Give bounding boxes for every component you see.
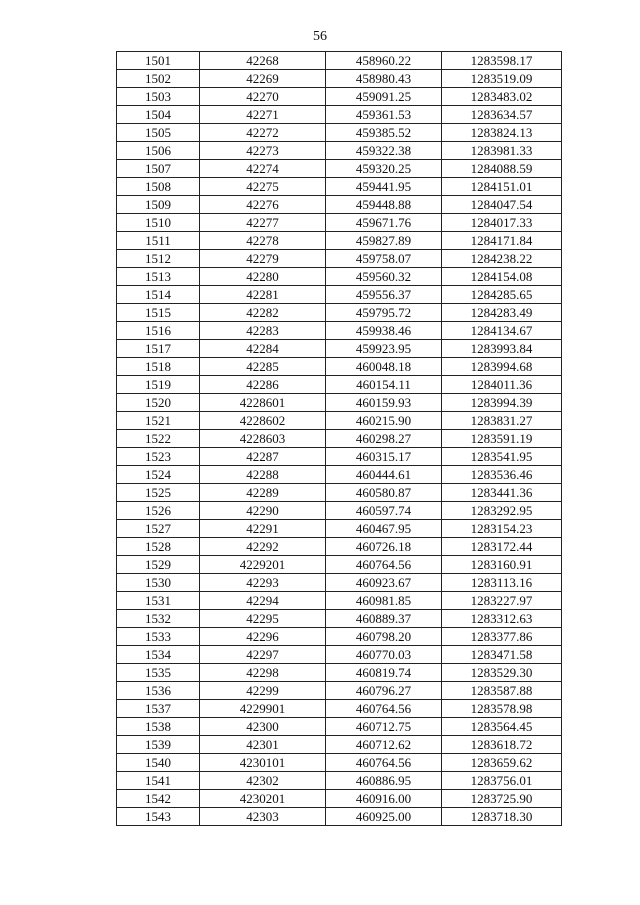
table-row: [117, 214, 562, 232]
point-id-cell: 4228603: [200, 430, 326, 448]
x-coordinate-cell: 460981.85: [326, 592, 442, 610]
table-row: [117, 124, 562, 142]
point-id-cell: 42298: [200, 664, 326, 682]
x-coordinate-cell: 459385.52: [326, 124, 442, 142]
row-index-cell: 1535: [117, 664, 200, 682]
table-row: [117, 646, 562, 664]
x-coordinate-cell: 460712.75: [326, 718, 442, 736]
x-coordinate-cell: 460315.17: [326, 448, 442, 466]
table-row: [117, 340, 562, 358]
x-coordinate-cell: 459938.46: [326, 322, 442, 340]
point-id-cell: 42279: [200, 250, 326, 268]
point-id-cell: 42273: [200, 142, 326, 160]
table-row: [117, 394, 562, 412]
y-coordinate-cell: 1283634.57: [442, 106, 562, 124]
x-coordinate-cell: 460712.62: [326, 736, 442, 754]
row-index-cell: 1516: [117, 322, 200, 340]
table-row: [117, 286, 562, 304]
point-id-cell: 42284: [200, 340, 326, 358]
row-index-cell: 1533: [117, 628, 200, 646]
row-index-cell: 1507: [117, 160, 200, 178]
row-index-cell: 1501: [117, 52, 200, 70]
x-coordinate-cell: 460764.56: [326, 556, 442, 574]
point-id-cell: 42280: [200, 268, 326, 286]
point-id-cell: 42268: [200, 52, 326, 70]
y-coordinate-cell: 1284047.54: [442, 196, 562, 214]
y-coordinate-cell: 1284171.84: [442, 232, 562, 250]
x-coordinate-cell: 458980.43: [326, 70, 442, 88]
point-id-cell: 42270: [200, 88, 326, 106]
point-id-cell: 42302: [200, 772, 326, 790]
y-coordinate-cell: 1283618.72: [442, 736, 562, 754]
x-coordinate-cell: 459556.37: [326, 286, 442, 304]
x-coordinate-cell: 459091.25: [326, 88, 442, 106]
point-id-cell: 42292: [200, 538, 326, 556]
y-coordinate-cell: 1283160.91: [442, 556, 562, 574]
point-id-cell: 42272: [200, 124, 326, 142]
row-index-cell: 1505: [117, 124, 200, 142]
row-index-cell: 1536: [117, 682, 200, 700]
table-row: [117, 808, 562, 826]
x-coordinate-cell: 459322.38: [326, 142, 442, 160]
x-coordinate-cell: 460796.27: [326, 682, 442, 700]
point-id-cell: 4230101: [200, 754, 326, 772]
table-row: [117, 412, 562, 430]
y-coordinate-cell: 1283292.95: [442, 502, 562, 520]
x-coordinate-cell: 460764.56: [326, 754, 442, 772]
row-index-cell: 1523: [117, 448, 200, 466]
x-coordinate-cell: 459795.72: [326, 304, 442, 322]
x-coordinate-cell: 460444.61: [326, 466, 442, 484]
x-coordinate-cell: 460726.18: [326, 538, 442, 556]
table-row: [117, 268, 562, 286]
table-row: [117, 376, 562, 394]
point-id-cell: 42287: [200, 448, 326, 466]
y-coordinate-cell: 1284154.08: [442, 268, 562, 286]
point-id-cell: 42283: [200, 322, 326, 340]
row-index-cell: 1502: [117, 70, 200, 88]
point-id-cell: 42297: [200, 646, 326, 664]
y-coordinate-cell: 1283725.90: [442, 790, 562, 808]
row-index-cell: 1531: [117, 592, 200, 610]
table-row: [117, 52, 562, 70]
page-number: 56: [313, 29, 327, 44]
y-coordinate-cell: 1283587.88: [442, 682, 562, 700]
row-index-cell: 1511: [117, 232, 200, 250]
row-index-cell: 1517: [117, 340, 200, 358]
y-coordinate-cell: 1283441.36: [442, 484, 562, 502]
y-coordinate-cell: 1283529.30: [442, 664, 562, 682]
row-index-cell: 1515: [117, 304, 200, 322]
point-id-cell: 42303: [200, 808, 326, 826]
row-index-cell: 1509: [117, 196, 200, 214]
row-index-cell: 1542: [117, 790, 200, 808]
x-coordinate-cell: 460048.18: [326, 358, 442, 376]
row-index-cell: 1525: [117, 484, 200, 502]
row-index-cell: 1540: [117, 754, 200, 772]
y-coordinate-cell: 1283993.84: [442, 340, 562, 358]
point-id-cell: 42285: [200, 358, 326, 376]
table-row: [117, 520, 562, 538]
x-coordinate-cell: 460159.93: [326, 394, 442, 412]
point-id-cell: 42271: [200, 106, 326, 124]
point-id-cell: 42299: [200, 682, 326, 700]
table-row: [117, 754, 562, 772]
x-coordinate-cell: 459827.89: [326, 232, 442, 250]
table-row: [117, 664, 562, 682]
row-index-cell: 1519: [117, 376, 200, 394]
point-id-cell: 42294: [200, 592, 326, 610]
y-coordinate-cell: 1283312.63: [442, 610, 562, 628]
table-row: [117, 232, 562, 250]
table-row: [117, 250, 562, 268]
row-index-cell: 1539: [117, 736, 200, 754]
table-row: [117, 574, 562, 592]
y-coordinate-cell: 1283227.97: [442, 592, 562, 610]
y-coordinate-cell: 1283172.44: [442, 538, 562, 556]
y-coordinate-cell: 1283756.01: [442, 772, 562, 790]
point-id-cell: 42286: [200, 376, 326, 394]
y-coordinate-cell: 1283519.09: [442, 70, 562, 88]
table-row: [117, 88, 562, 106]
point-id-cell: 42290: [200, 502, 326, 520]
point-id-cell: 42300: [200, 718, 326, 736]
table-row: [117, 466, 562, 484]
x-coordinate-cell: 460467.95: [326, 520, 442, 538]
y-coordinate-cell: 1283377.86: [442, 628, 562, 646]
table-row: [117, 556, 562, 574]
point-id-cell: 42301: [200, 736, 326, 754]
y-coordinate-cell: 1283994.68: [442, 358, 562, 376]
point-id-cell: 42275: [200, 178, 326, 196]
table-row: [117, 322, 562, 340]
x-coordinate-cell: 460580.87: [326, 484, 442, 502]
point-id-cell: 42278: [200, 232, 326, 250]
row-index-cell: 1537: [117, 700, 200, 718]
point-id-cell: 4229201: [200, 556, 326, 574]
y-coordinate-cell: 1284017.33: [442, 214, 562, 232]
point-id-cell: 42288: [200, 466, 326, 484]
table-row: [117, 160, 562, 178]
x-coordinate-cell: 460770.03: [326, 646, 442, 664]
row-index-cell: 1512: [117, 250, 200, 268]
y-coordinate-cell: 1284283.49: [442, 304, 562, 322]
row-index-cell: 1518: [117, 358, 200, 376]
point-id-cell: 4230201: [200, 790, 326, 808]
table-row: [117, 106, 562, 124]
table-row: [117, 628, 562, 646]
row-index-cell: 1541: [117, 772, 200, 790]
y-coordinate-cell: 1284151.01: [442, 178, 562, 196]
x-coordinate-cell: 460154.11: [326, 376, 442, 394]
y-coordinate-cell: 1284134.67: [442, 322, 562, 340]
point-id-cell: 42289: [200, 484, 326, 502]
table-row: [117, 484, 562, 502]
point-id-cell: 42277: [200, 214, 326, 232]
coordinates-table: [116, 51, 562, 826]
y-coordinate-cell: 1283659.62: [442, 754, 562, 772]
x-coordinate-cell: 459671.76: [326, 214, 442, 232]
coordinates-table-body: [117, 52, 562, 826]
table-row: [117, 70, 562, 88]
y-coordinate-cell: 1284088.59: [442, 160, 562, 178]
point-id-cell: 42296: [200, 628, 326, 646]
x-coordinate-cell: 460916.00: [326, 790, 442, 808]
x-coordinate-cell: 459758.07: [326, 250, 442, 268]
point-id-cell: 42274: [200, 160, 326, 178]
x-coordinate-cell: 460889.37: [326, 610, 442, 628]
x-coordinate-cell: 460925.00: [326, 808, 442, 826]
y-coordinate-cell: 1284285.65: [442, 286, 562, 304]
point-id-cell: 42295: [200, 610, 326, 628]
x-coordinate-cell: 460764.56: [326, 700, 442, 718]
row-index-cell: 1526: [117, 502, 200, 520]
y-coordinate-cell: 1283598.17: [442, 52, 562, 70]
point-id-cell: 4228601: [200, 394, 326, 412]
row-index-cell: 1510: [117, 214, 200, 232]
table-row: [117, 304, 562, 322]
row-index-cell: 1503: [117, 88, 200, 106]
table-row: [117, 142, 562, 160]
x-coordinate-cell: 459320.25: [326, 160, 442, 178]
table-row: [117, 538, 562, 556]
y-coordinate-cell: 1283471.58: [442, 646, 562, 664]
x-coordinate-cell: 460819.74: [326, 664, 442, 682]
y-coordinate-cell: 1283578.98: [442, 700, 562, 718]
table-row: [117, 718, 562, 736]
row-index-cell: 1521: [117, 412, 200, 430]
table-row: [117, 772, 562, 790]
point-id-cell: 42276: [200, 196, 326, 214]
row-index-cell: 1520: [117, 394, 200, 412]
x-coordinate-cell: 459361.53: [326, 106, 442, 124]
y-coordinate-cell: 1283981.33: [442, 142, 562, 160]
x-coordinate-cell: 460798.20: [326, 628, 442, 646]
x-coordinate-cell: 460886.95: [326, 772, 442, 790]
table-row: [117, 736, 562, 754]
row-index-cell: 1508: [117, 178, 200, 196]
y-coordinate-cell: 1283994.39: [442, 394, 562, 412]
y-coordinate-cell: 1283564.45: [442, 718, 562, 736]
row-index-cell: 1522: [117, 430, 200, 448]
table-row: [117, 790, 562, 808]
table-row: [117, 502, 562, 520]
table-row: [117, 610, 562, 628]
table-row: [117, 358, 562, 376]
y-coordinate-cell: 1283154.23: [442, 520, 562, 538]
x-coordinate-cell: 459441.95: [326, 178, 442, 196]
point-id-cell: 42293: [200, 574, 326, 592]
table-row: [117, 700, 562, 718]
row-index-cell: 1513: [117, 268, 200, 286]
row-index-cell: 1534: [117, 646, 200, 664]
y-coordinate-cell: 1283541.95: [442, 448, 562, 466]
x-coordinate-cell: 459923.95: [326, 340, 442, 358]
table-row: [117, 430, 562, 448]
row-index-cell: 1532: [117, 610, 200, 628]
y-coordinate-cell: 1284238.22: [442, 250, 562, 268]
y-coordinate-cell: 1283536.46: [442, 466, 562, 484]
x-coordinate-cell: 459448.88: [326, 196, 442, 214]
table-row: [117, 448, 562, 466]
y-coordinate-cell: 1284011.36: [442, 376, 562, 394]
row-index-cell: 1530: [117, 574, 200, 592]
row-index-cell: 1524: [117, 466, 200, 484]
x-coordinate-cell: 460215.90: [326, 412, 442, 430]
x-coordinate-cell: 460923.67: [326, 574, 442, 592]
point-id-cell: 42269: [200, 70, 326, 88]
table-row: [117, 196, 562, 214]
table-row: [117, 682, 562, 700]
point-id-cell: 42281: [200, 286, 326, 304]
row-index-cell: 1514: [117, 286, 200, 304]
row-index-cell: 1528: [117, 538, 200, 556]
point-id-cell: 4229901: [200, 700, 326, 718]
x-coordinate-cell: 458960.22: [326, 52, 442, 70]
x-coordinate-cell: 460597.74: [326, 502, 442, 520]
table-row: [117, 592, 562, 610]
y-coordinate-cell: 1283483.02: [442, 88, 562, 106]
table-row: [117, 178, 562, 196]
y-coordinate-cell: 1283824.13: [442, 124, 562, 142]
row-index-cell: 1538: [117, 718, 200, 736]
row-index-cell: 1529: [117, 556, 200, 574]
y-coordinate-cell: 1283591.19: [442, 430, 562, 448]
y-coordinate-cell: 1283718.30: [442, 808, 562, 826]
y-coordinate-cell: 1283113.16: [442, 574, 562, 592]
row-index-cell: 1504: [117, 106, 200, 124]
y-coordinate-cell: 1283831.27: [442, 412, 562, 430]
x-coordinate-cell: 460298.27: [326, 430, 442, 448]
point-id-cell: 42282: [200, 304, 326, 322]
point-id-cell: 42291: [200, 520, 326, 538]
row-index-cell: 1506: [117, 142, 200, 160]
point-id-cell: 4228602: [200, 412, 326, 430]
x-coordinate-cell: 459560.32: [326, 268, 442, 286]
row-index-cell: 1543: [117, 808, 200, 826]
row-index-cell: 1527: [117, 520, 200, 538]
